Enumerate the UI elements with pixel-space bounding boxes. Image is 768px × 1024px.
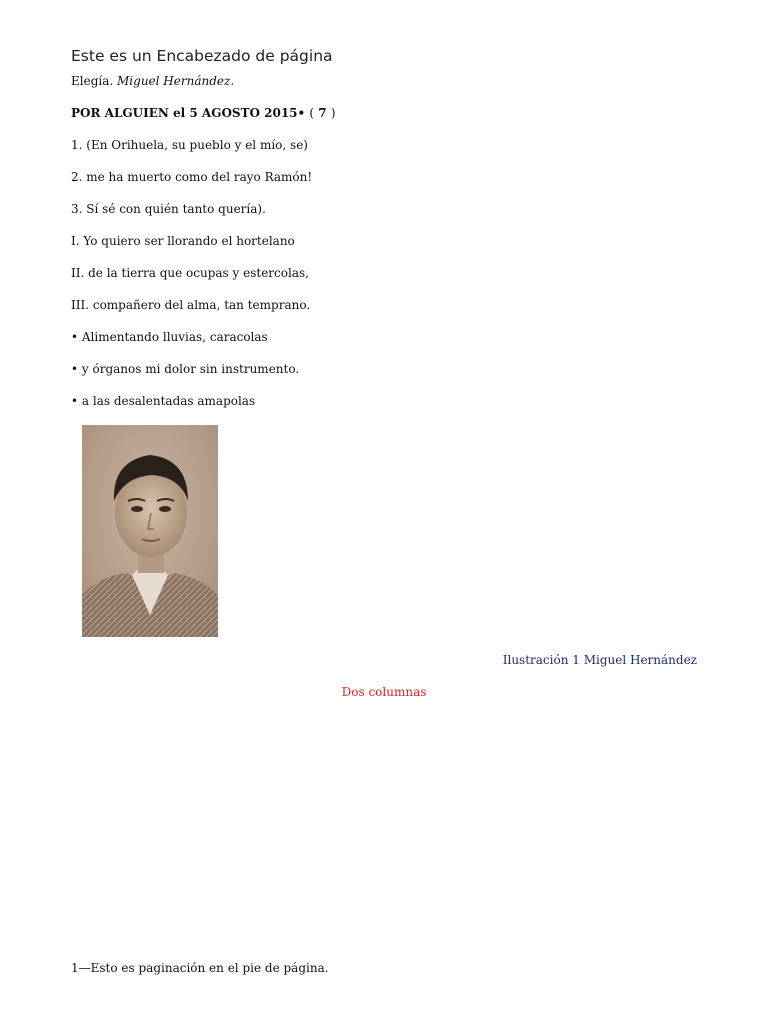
byline-close-paren: ) (330, 106, 336, 120)
roman-line-1: I. Yo quiero ser llorando el hortelano (71, 234, 295, 248)
byline-number: 7 (318, 106, 327, 120)
byline (71, 106, 336, 120)
poem-title: Elegía. (71, 74, 114, 88)
bullet-line-3: • a las desalentadas amapolas (71, 394, 256, 408)
page-footer: 1—Esto es paginación en el pie de página. (71, 961, 329, 975)
roman-line-2: II. de la tierra que ocupas y estercolas, (71, 266, 309, 280)
numbered-line-2: 2. me ha muerto como del rayo Ramón! (71, 170, 313, 184)
section-label: Dos columnas (341, 685, 427, 699)
poem-author: Miguel Hernández. (117, 74, 235, 88)
page-header: Este es un Encabezado de página (71, 47, 333, 65)
poem-subtitle (71, 74, 234, 88)
byline-text: POR ALGUIEN el 5 AGOSTO 2015• (71, 106, 306, 120)
bullet-line-2: • y órganos mi dolor sin instrumento. (71, 362, 300, 376)
numbered-line-3: 3. Sí sé con quién tanto quería). (71, 202, 266, 216)
roman-line-3: III. compañero del alma, tan temprano. (71, 298, 311, 312)
bullet-line-1: • Alimentando lluvias, caracolas (71, 330, 268, 344)
numbered-line-1: 1. (En Orihuela, su pueblo y el mío, se) (71, 138, 308, 152)
byline-open-paren: ( (309, 106, 315, 120)
portrait-photo (82, 425, 218, 637)
figure-caption: Ilustración 1 Miguel Hernández (502, 653, 697, 667)
